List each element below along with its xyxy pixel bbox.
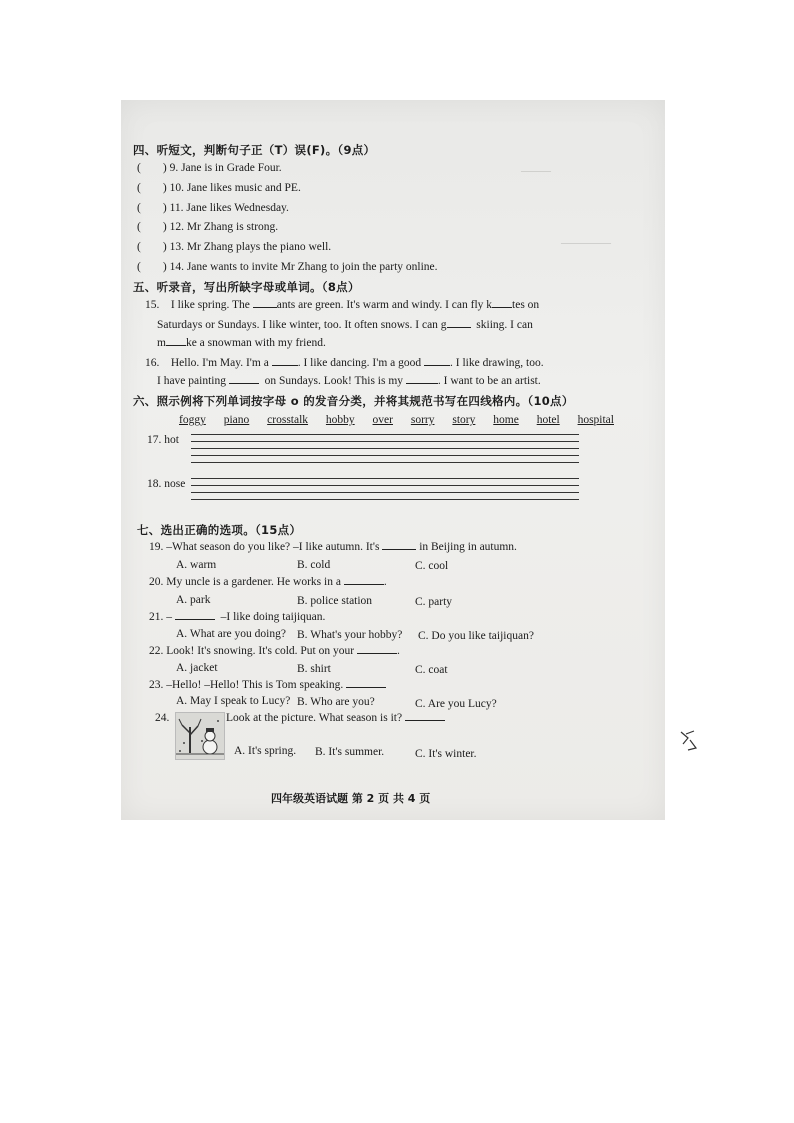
question-24-number: 24. [155,712,170,724]
page-footer: 四年级英语试题 第 2 页 共 4 页 [271,792,431,805]
option[interactable]: C. coat [415,664,448,676]
word: hospital [577,414,614,426]
option[interactable]: B. It's summer. [315,746,385,758]
four-line-grid-18[interactable] [191,478,579,506]
section5-heading: 五、听录音，写出所缺字母或单词。（8点） [133,280,360,294]
option[interactable]: A. jacket [176,662,218,674]
question-23: 23. –Hello! –Hello! This is Tom speaking. [149,679,386,691]
tf-item: ( ) 10. Jane likes music and PE. [137,182,301,194]
section7-heading: 七、选出正确的选项。（15点） [137,523,302,537]
option[interactable]: B. cold [297,559,331,571]
question-15-line3: m ke a snowman with my friend. [157,337,326,349]
bleed-through-mark: ――――― [561,238,611,249]
bleed-through-mark: ――― [521,166,551,177]
section6-heading: 六、照示例将下列单词按字母 o 的发音分类，并将其规范书写在四线格内。（10点） [133,394,574,408]
word: story [452,414,476,426]
question-20: 20. My uncle is a gardener. He works in a . [149,576,387,588]
option[interactable]: C. Are you Lucy? [415,698,497,710]
row-18-label: 18. nose [147,478,186,490]
tf-item: ( ) 13. Mr Zhang plays the piano well. [137,241,332,253]
word: sorry [410,414,435,426]
option[interactable]: B. police station [297,595,373,607]
tf-item: ( ) 12. Mr Zhang is strong. [137,221,279,233]
option[interactable]: A. It's spring. [234,745,297,757]
four-line-grid-17[interactable] [191,434,579,469]
word: foggy [179,414,206,426]
word: hotel [536,414,560,426]
winter-scene-picture [175,712,225,760]
question-16-line2: I have painting on Sundays. Look! This is my . I want to be an artist. [157,375,541,387]
question-15-line1: 15. I like spring. The ants are green. It's warm and windy. I can fly k tes on [145,299,540,311]
question-24: Look at the picture. What season is it? [226,712,445,724]
option[interactable]: A. What are you doing? [176,628,286,640]
question-22: 22. Look! It's snowing. It's cold. Put on your . [149,645,400,657]
word: crosstalk [267,414,309,426]
tf-item: ( ) 11. Jane likes Wednesday. [137,202,289,214]
margin-pencil-mark [678,728,700,759]
question-19: 19. –What season do you like? –I like autumn. It's in Beijing in autumn. [149,541,517,553]
word: piano [223,414,250,426]
handwritten-scribble [678,728,700,754]
word: home [493,414,519,426]
question-15-line2: Saturdays or Sundays. I like winter, too. It often snows. I can g skiing. I can [157,319,533,331]
option[interactable]: A. park [176,594,211,606]
section4-heading: 四、听短文，判断句子正（T）误(F)。（9点） [133,143,376,157]
option[interactable]: C. party [415,596,453,608]
tf-item: ( ) 14. Jane wants to invite Mr Zhang to join the party online. [137,261,438,273]
option[interactable]: B. shirt [297,663,331,675]
question-16-line1: 16. Hello. I'm May. I'm a . I like dancing. I'm a good . I like drawing, too. [145,357,544,369]
word: hobby [325,414,355,426]
tf-item: ( ) 9. Jane is in Grade Four. [137,162,282,174]
option[interactable]: C. cool [415,560,449,572]
snowman-tree-illustration [176,713,224,759]
option[interactable]: B. What's your hobby? [297,629,403,641]
option[interactable]: B. Who are you? [297,696,375,708]
option[interactable]: C. It's winter. [415,748,477,760]
question-21: 21. – –I like doing taijiquan. [149,611,326,623]
row-17-label: 17. hot [147,434,179,446]
option[interactable]: A. May I speak to Lucy? [176,695,291,707]
word: over [372,414,393,426]
exam-page [121,100,665,820]
option[interactable]: A. warm [176,559,217,571]
option[interactable]: C. Do you like taijiquan? [418,630,534,642]
word-list [179,414,614,426]
